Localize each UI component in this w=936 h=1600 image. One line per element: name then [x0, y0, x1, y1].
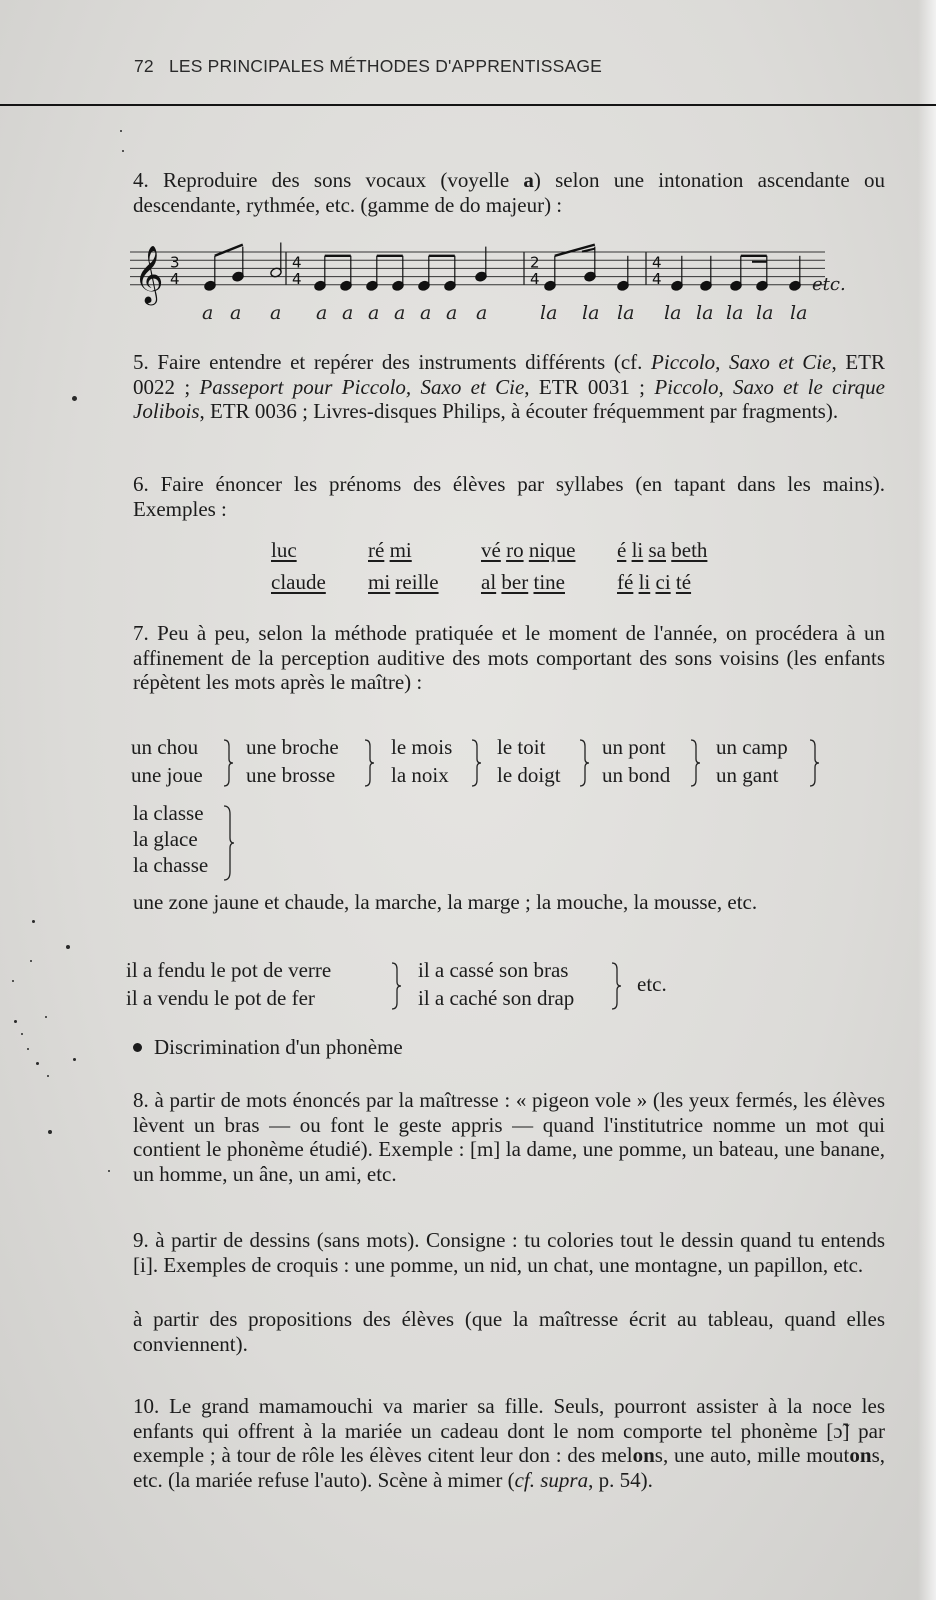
triple-group: [133, 800, 208, 878]
treble-clef-icon: 𝄞: [134, 244, 164, 303]
syllable: beth: [671, 538, 708, 562]
item-6-text: 6. Faire énoncer les prénoms des élèves par syllabes (en tapant dans les mains). Exemples :: [133, 472, 885, 521]
syllable: claude: [271, 570, 326, 594]
lyric-syllable: la: [617, 302, 635, 324]
syllable: li: [638, 570, 651, 594]
word-pair: [602, 733, 670, 789]
syllable: ber: [501, 570, 529, 594]
lyric-syllable: a: [420, 302, 432, 324]
paper-speck: [27, 1048, 29, 1050]
name-syllables: [617, 570, 691, 595]
brace: [578, 738, 592, 788]
syllable: ro: [506, 538, 524, 562]
paper-speck: [72, 396, 77, 401]
word-pair: [497, 733, 561, 789]
paper-speck: [36, 1062, 39, 1065]
sentences-etc: etc.: [637, 972, 667, 996]
section-heading: [133, 1035, 403, 1060]
paper-speck: [48, 1130, 52, 1134]
paper-speck: [66, 945, 70, 949]
word-pair: [391, 733, 452, 789]
item-4-text: 4. Reproduire des sons vocaux (voyelle a) selon une intonation ascendante ou descendante, rythmée, etc. (gamme de do majeur) :: [133, 168, 885, 217]
page-edge-shade: [918, 0, 936, 1600]
note-beam: [215, 245, 243, 256]
music-etc: etc.: [812, 274, 846, 295]
time-signature: 4: [652, 269, 662, 288]
paper-speck: [73, 1058, 76, 1061]
pair-word: un chou: [131, 735, 199, 759]
syllable: li: [631, 538, 644, 562]
syllable: fé: [617, 570, 634, 594]
item-10-text: 10. Le grand mamamouchi va marier sa fille. Seuls, pourront assister à la noce les enfants qui offrent à la mariée un cadeau dont le nom comporte tel phonème [ɔ̃] par exemple ; à tour de rôle les élèves citent leur don : des melons, une auto, mille moutons, etc. (la mariée refuse l'auto). Scène à mimer (cf. supra, p. 54).: [133, 1394, 885, 1492]
pair-word: le doigt: [497, 763, 561, 787]
syllable: al: [481, 570, 497, 594]
pair-word: un bond: [602, 763, 671, 787]
pair-sentence: il a cassé son bras: [418, 958, 569, 982]
pair-word: un camp: [716, 735, 788, 759]
paper-speck: [12, 980, 14, 982]
triple-brace: [222, 804, 236, 882]
brace: [390, 961, 404, 1011]
lyric-syllable: a: [316, 302, 328, 324]
brace: [689, 738, 703, 788]
triple-word: la classe: [133, 801, 204, 825]
lyric-syllable: la: [726, 302, 744, 324]
lyric-syllable: a: [230, 302, 242, 324]
pair-sentence: il a fendu le pot de verre: [126, 958, 332, 982]
header-rule: [0, 104, 936, 106]
syllable: ci: [655, 570, 671, 594]
paper-speck: [21, 1033, 23, 1035]
paper-speck: [45, 1016, 47, 1018]
paper-speck: [30, 960, 32, 962]
lyric-syllable: a: [476, 302, 488, 324]
lyric-syllable: a: [394, 302, 406, 324]
lyric-syllable: la: [790, 302, 808, 324]
paper-speck: [47, 1075, 49, 1077]
syllable: luc: [271, 538, 297, 562]
item-9-text-2: à partir des propositions des élèves (que la maîtresse écrit au tableau, quand elles conviennent).: [133, 1307, 885, 1356]
time-signature: 4: [652, 253, 662, 272]
name-syllables: [271, 570, 326, 595]
brace: [470, 738, 484, 788]
brace: [610, 961, 624, 1011]
music-staff: [130, 238, 890, 328]
name-syllables: [368, 538, 412, 563]
section-heading-text: Discrimination d'un phonème: [154, 1035, 403, 1059]
chapter-title: LES PRINCIPALES MÉTHODES D'APPRENTISSAGE: [168, 56, 603, 76]
paper-speck: [32, 920, 35, 923]
pair-word: une brosse: [246, 763, 336, 787]
lyric-syllable: la: [540, 302, 558, 324]
lyric-syllable: la: [664, 302, 682, 324]
time-signature: 4: [530, 269, 540, 288]
syllable: nique: [528, 538, 576, 562]
note-beam: [582, 249, 595, 252]
pair-sentence: il a vendu le pot de fer: [126, 986, 315, 1010]
page-number: 72: [134, 56, 154, 76]
time-signature: 4: [170, 269, 180, 288]
lyric-syllable: a: [446, 302, 458, 324]
paper-speck: [122, 150, 124, 152]
syllable: mi: [368, 570, 391, 594]
item-7-text: 7. Peu à peu, selon la méthode pratiquée et le moment de l'année, on procédera à un affinement de la perception auditive des mots comportant des sons voisins (les enfants répètent les mots après le maître) :: [133, 621, 885, 694]
lyric-syllable: la: [756, 302, 774, 324]
running-header: [134, 56, 602, 77]
brace: [222, 738, 236, 788]
syllable: té: [675, 570, 692, 594]
name-syllables: [481, 570, 565, 595]
lyric-syllable: la: [696, 302, 714, 324]
item-8-text: 8. à partir de mots énoncés par la maîtresse : « pigeon vole » (les yeux fermés, les élèves lèvent un bras — ou font le geste appris — quand l'institutrice nomme un mot qui contient le phonème étudié). Exemple : [m] la dame, une pomme, un bateau, une banane, un homme, un âne, un ami, etc.: [133, 1088, 885, 1186]
pair-word: le toit: [497, 735, 546, 759]
pair-sentence: il a caché son drap: [418, 986, 575, 1010]
sentence-pair: [126, 956, 331, 1012]
lyric-syllable: la: [582, 302, 600, 324]
sentence-pair: [418, 956, 574, 1012]
item-9-text: 9. à partir de dessins (sans mots). Consigne : tu colories tout le dessin quand tu entends [i]. Exemples de croquis : une pomme, un nid, un chat, une montagne, un papillon, etc.: [133, 1228, 885, 1277]
name-syllables: [617, 538, 707, 563]
pair-word: une joue: [131, 763, 203, 787]
syllable: ré: [368, 538, 385, 562]
syllable: tine: [533, 570, 565, 594]
time-signature: 4: [292, 253, 302, 272]
triple-word: la chasse: [133, 853, 209, 877]
paper-speck: [14, 1020, 17, 1023]
word-pair: [716, 733, 788, 789]
syllable: é: [617, 538, 627, 562]
pair-word: une broche: [246, 735, 339, 759]
word-pair: [246, 733, 339, 789]
lyrics-row: [130, 302, 890, 326]
staff-notation: [130, 238, 890, 308]
lyric-syllable: a: [270, 302, 282, 324]
lyric-syllable: a: [368, 302, 380, 324]
brace: [363, 738, 377, 788]
syllable: reille: [395, 570, 439, 594]
paper-speck: [108, 1170, 110, 1172]
name-syllables: [271, 538, 297, 563]
pair-word: le mois: [391, 735, 453, 759]
syllable: vé: [481, 538, 501, 562]
triple-word: la glace: [133, 827, 198, 851]
pair-word: un pont: [602, 735, 666, 759]
brace: [808, 738, 822, 788]
time-signature: 2: [530, 253, 540, 272]
time-signature: 4: [292, 269, 302, 288]
item-7-line: une zone jaune et chaude, la marche, la marge ; la mouche, la mousse, etc.: [133, 890, 758, 914]
name-syllables: [481, 538, 575, 563]
pair-word: un gant: [716, 763, 779, 787]
syllable: sa: [648, 538, 666, 562]
lyric-syllable: a: [342, 302, 354, 324]
paper-speck: [120, 130, 122, 132]
bullet-icon: [133, 1043, 142, 1052]
pair-word: la noix: [391, 763, 449, 787]
time-signature: 3: [170, 253, 180, 272]
item-5-text: 5. Faire entendre et repérer des instruments différents (cf. Piccolo, Saxo et Cie, ETR 0022 ; Passeport pour Piccolo, Saxo et Cie, ETR 0031 ; Piccolo, Saxo et le cirque Jolibois, ETR 0036 ; Livres-disques Philips, à écouter fréquemment par fragments).: [133, 350, 886, 423]
name-syllables: [368, 570, 439, 595]
lyric-syllable: a: [202, 302, 214, 324]
word-pair: [131, 733, 203, 789]
syllable: mi: [389, 538, 412, 562]
